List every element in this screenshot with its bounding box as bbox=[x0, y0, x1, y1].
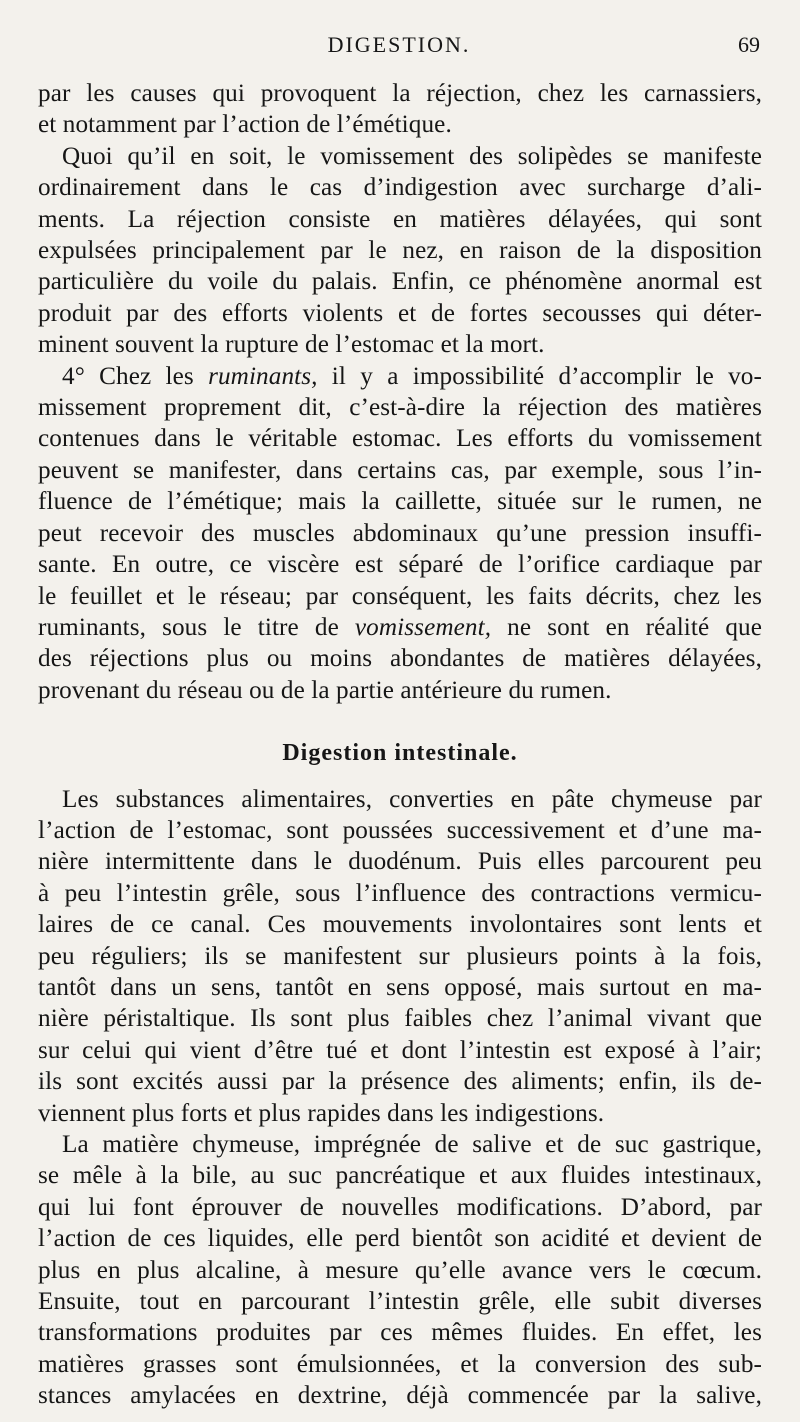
text-fragment: 4° Chez les bbox=[62, 362, 209, 390]
running-title: DIGESTION. bbox=[327, 32, 471, 57]
text-line: viennent plus forts et plus rapides dans les indigestions. bbox=[38, 1099, 605, 1127]
text-line: stances amylacées en dextrine, déjà commencée par la salive, bbox=[38, 1382, 762, 1410]
text-line bbox=[38, 612, 762, 643]
text-line: Quoi qu’il en soit, le vomissement des solipèdes se manifeste bbox=[62, 142, 762, 170]
text-line: Ensuite, tout en parcourant l’intestin grêle, elle subit diverses bbox=[38, 1288, 762, 1316]
page-number: 69 bbox=[738, 32, 760, 57]
text-line: produit par des efforts violents et de fortes secousses qui déter- bbox=[38, 299, 762, 327]
section-heading: Digestion intestinale. bbox=[282, 740, 518, 767]
text-line: et notamment par l’action de l’émétique. bbox=[38, 111, 452, 139]
text-fragment: il y a impossibilité d’accomplir le vo- bbox=[317, 362, 762, 390]
paragraph-3 bbox=[38, 361, 762, 706]
text-line: sante. En outre, ce viscère est séparé de l’orifice cardiaque par bbox=[38, 551, 762, 579]
text-line: l’action de ces liquides, elle perd bientôt son acidité et devient de bbox=[38, 1225, 762, 1253]
text-line: transformations produites par ces mêmes fluides. En effet, les bbox=[38, 1319, 762, 1347]
text-line: peuvent se manifester, dans certains cas, par exemple, sous l’in- bbox=[38, 456, 762, 484]
text-line: tantôt dans un sens, tantôt en sens opposé, mais surtout en ma- bbox=[38, 973, 762, 1001]
page-header bbox=[38, 30, 760, 64]
text-fragment: ne sont en réalité que bbox=[491, 613, 762, 641]
text-line: matières grasses sont émulsionnées, et la conversion des sub- bbox=[38, 1350, 762, 1378]
text-line: peut recevoir des muscles abdominaux qu’une pression insuffi- bbox=[38, 519, 762, 547]
text-line: à peu l’intestin grêle, sous l’influence des contractions vermicu- bbox=[38, 879, 762, 907]
text-line: nière péristaltique. Ils sont plus faibles chez l’animal vivant que bbox=[38, 1005, 762, 1033]
paragraph-5 bbox=[38, 1129, 762, 1412]
text-line: laires de ce canal. Ces mouvements involontaires sont lents et bbox=[38, 911, 762, 939]
paragraph-2 bbox=[38, 141, 762, 361]
text-line: fluence de l’émétique; mais la caillette, située sur le rumen, ne bbox=[38, 488, 762, 516]
text-line: minent souvent la rupture de l’estomac et la mort. bbox=[38, 331, 545, 359]
text-line: plus en plus alcaline, à mesure qu’elle avance vers le cœcum. bbox=[38, 1256, 762, 1284]
text-line: des réjections plus ou moins abondantes de matières délayées, bbox=[38, 645, 762, 673]
text-fragment: ruminants, sous le titre de bbox=[38, 613, 355, 641]
text-line: particulière du voile du palais. Enfin, ce phénomène anormal est bbox=[38, 268, 762, 296]
body-text bbox=[38, 78, 762, 1412]
text-line: provenant du réseau ou de la partie antérieure du rumen. bbox=[38, 676, 612, 704]
text-line: ils sont excités aussi par la présence des aliments; enfin, ils de- bbox=[38, 1068, 762, 1096]
text-line: le feuillet et le réseau; par conséquent, les faits décrits, chez les bbox=[38, 582, 762, 610]
text-line: se mêle à la bile, au suc pancréatique et aux fluides intestinaux, bbox=[38, 1162, 762, 1190]
text-line: ordinairement dans le cas d’indigestion avec surcharge d’ali- bbox=[38, 174, 762, 202]
paragraph-4 bbox=[38, 784, 762, 1129]
text-line: La matière chymeuse, imprégnée de salive et de suc gastrique, bbox=[62, 1131, 762, 1158]
text-line: l’action de l’estomac, sont poussées successivement et d’une ma- bbox=[38, 816, 762, 844]
paragraph-1 bbox=[38, 78, 762, 141]
text-line bbox=[38, 361, 762, 392]
italic-term: ruminants, bbox=[208, 362, 318, 390]
text-line: Les substances alimentaires, converties en pâte chymeuse par bbox=[62, 785, 762, 813]
italic-term: vomissement, bbox=[354, 613, 492, 641]
text-line: par les causes qui provoquent la réjection, chez les carnassiers, bbox=[38, 80, 762, 107]
text-line: sur celui qui vient d’être tué et dont l’intestin est exposé à l’air; bbox=[38, 1036, 762, 1064]
text-line: contenues dans le véritable estomac. Les efforts du vomissement bbox=[38, 425, 762, 453]
text-line: missement proprement dit, c’est-à-dire la réjection des matières bbox=[38, 394, 762, 422]
text-line: expulsées principalement par le nez, en raison de la disposition bbox=[38, 237, 762, 265]
text-line: ments. La réjection consiste en matières délayées, qui sont bbox=[38, 205, 762, 233]
text-line: peu réguliers; ils se manifestent sur plusieurs points à la fois, bbox=[38, 942, 762, 970]
text-line: nière intermittente dans le duodénum. Puis elles parcourent peu bbox=[38, 848, 762, 876]
text-line: qui lui font éprouver de nouvelles modifications. D’abord, par bbox=[38, 1193, 762, 1221]
